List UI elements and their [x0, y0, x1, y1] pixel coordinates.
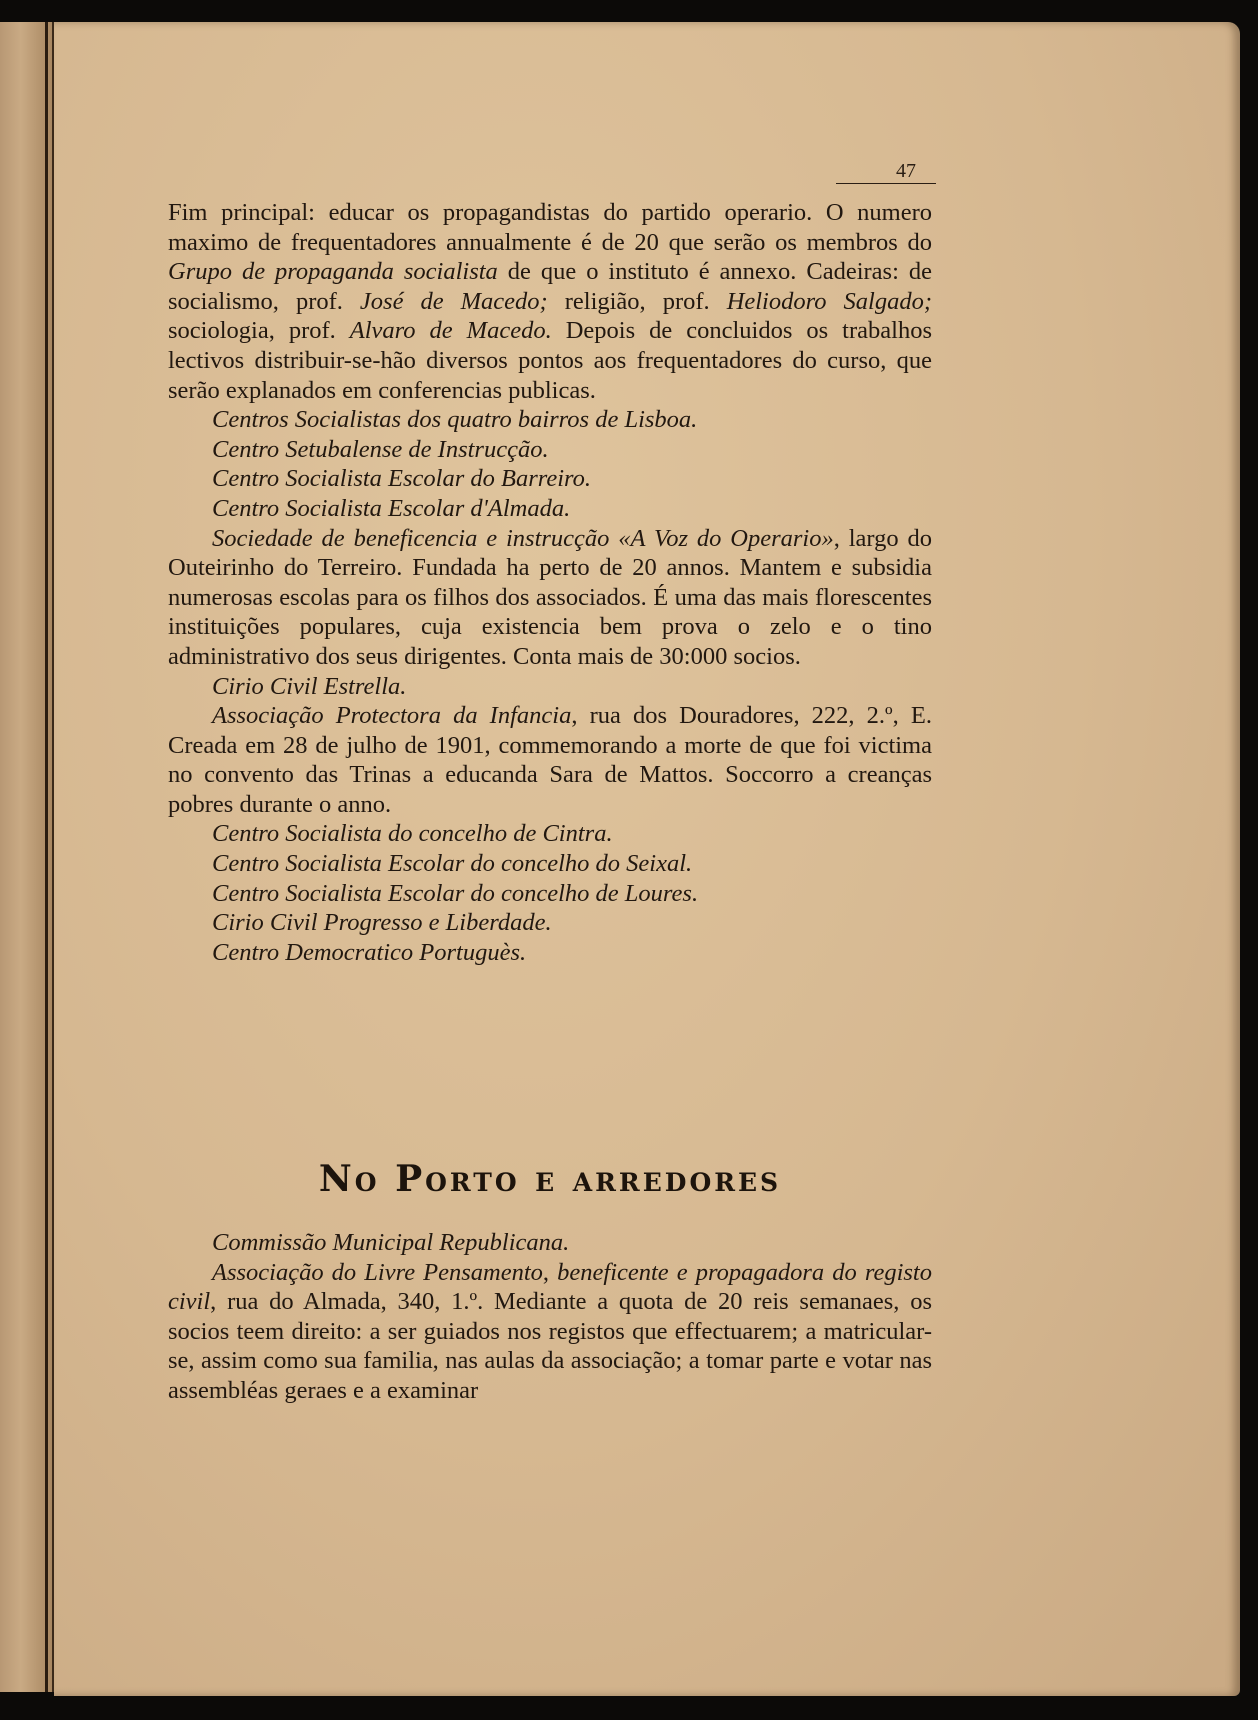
list-item [168, 405, 932, 435]
entry-description: , rua dos Douradores, 222, 2.º, E. Creada em 28 de julho de 1901, commemorando a morte de que foi victima no convento das Trinas a educanda Sara de Mattos. Soccorro a creanças pobres durante o anno. [168, 702, 932, 818]
entry-name: Associação Protectora da Infancia [212, 702, 572, 730]
entry-name: Centro Setubalense de Instrucção. [212, 435, 549, 463]
list-item [168, 701, 932, 819]
entry-description: , largo do Outeirinho do Terreiro. Fundada ha perto de 20 annos. Mantem e subsidia numerosas escolas para os filhos dos associados. É uma das mais florescentes instituições populares, cuja existencia bem prova o zelo e o tino administrativo dos seus dirigentes. Conta mais de 30:000 socios. [168, 524, 932, 670]
list-item [168, 464, 932, 494]
entry-name-2: beneficente e propagadora do registo civil [168, 1258, 932, 1316]
page-number-rule [836, 183, 936, 184]
intro-paragraph [168, 198, 932, 405]
list-item [168, 494, 932, 524]
intro-text-1: Fim principal: educar os propagandistas do partido operario. O numero maximo de frequentadores annualmente é de 20 que serão os membros do [168, 199, 932, 256]
entry-name: Centros Socialistas dos quatro bairros de Lisboa. [212, 406, 698, 434]
intro-text-3: religião, prof. [547, 287, 727, 315]
entry-name: Associação do Livre Pensamento [212, 1258, 543, 1286]
intro-text-2: de que o instituto é annexo. Cadeiras: de socialismo, prof. [168, 258, 932, 315]
entry-description: , rua do Almada, 340, 1.º. Mediante a quota de 20 reis semanaes, os socios teem direito: a ser guiados nos registos que effectuarem; a matricular-se, assim como sua familia, nas aulas da associação; a tomar parte e votar nas assembléas geraes e a examinar [168, 1288, 932, 1404]
entry-name: Cirio Civil Progresso e Liberdade. [212, 909, 552, 937]
entry-separator: , [542, 1258, 558, 1286]
book-page-edge [0, 22, 54, 1692]
entry-name: Centro Socialista do concelho de Cintra. [212, 820, 613, 848]
list-item [168, 849, 932, 879]
section-1-body [168, 198, 932, 967]
list-item [168, 938, 932, 968]
list-item [168, 524, 932, 672]
intro-italic-4: Alvaro de Macedo. [349, 317, 552, 345]
intro-italic-3: Heliodoro Salgado; [726, 287, 932, 315]
section-2-body [168, 1228, 932, 1406]
page-number: 47 [896, 160, 916, 182]
list-item [168, 672, 932, 702]
entry-name: Commissão Municipal Republicana. [212, 1229, 570, 1256]
entry-name: Centro Socialista Escolar d'Almada. [212, 494, 571, 522]
intro-text-4: sociologia, prof. [168, 317, 350, 345]
entry-name: Centro Socialista Escolar do concelho de Loures. [212, 879, 699, 907]
entry-name: Cirio Civil Estrella. [212, 672, 407, 700]
list-item [168, 435, 932, 465]
entry-name: Centro Socialista Escolar do Barreiro. [212, 465, 592, 493]
list-item [168, 819, 932, 849]
entry-name: Centro Socialista Escolar do concelho do Seixal. [212, 850, 693, 878]
list-item [168, 1228, 932, 1258]
section-heading: No Porto e arredores [318, 1158, 782, 1200]
list-item [168, 879, 932, 909]
entry-name: Centro Democratico Portuguès. [212, 938, 527, 966]
list-item [168, 1258, 932, 1406]
intro-text-5: Depois de concluidos os trabalhos lectivos distribuir-se-hão diversos pontos aos frequentadores do curso, que serão explanados em conferencias publicas. [168, 317, 932, 404]
intro-italic-1: Grupo de propaganda socialista [168, 258, 498, 286]
list-item [168, 908, 932, 938]
entry-name: Sociedade de beneficencia e instrucção «A Voz do Operario» [212, 524, 834, 552]
intro-italic-2: José de Macedo; [359, 287, 548, 315]
